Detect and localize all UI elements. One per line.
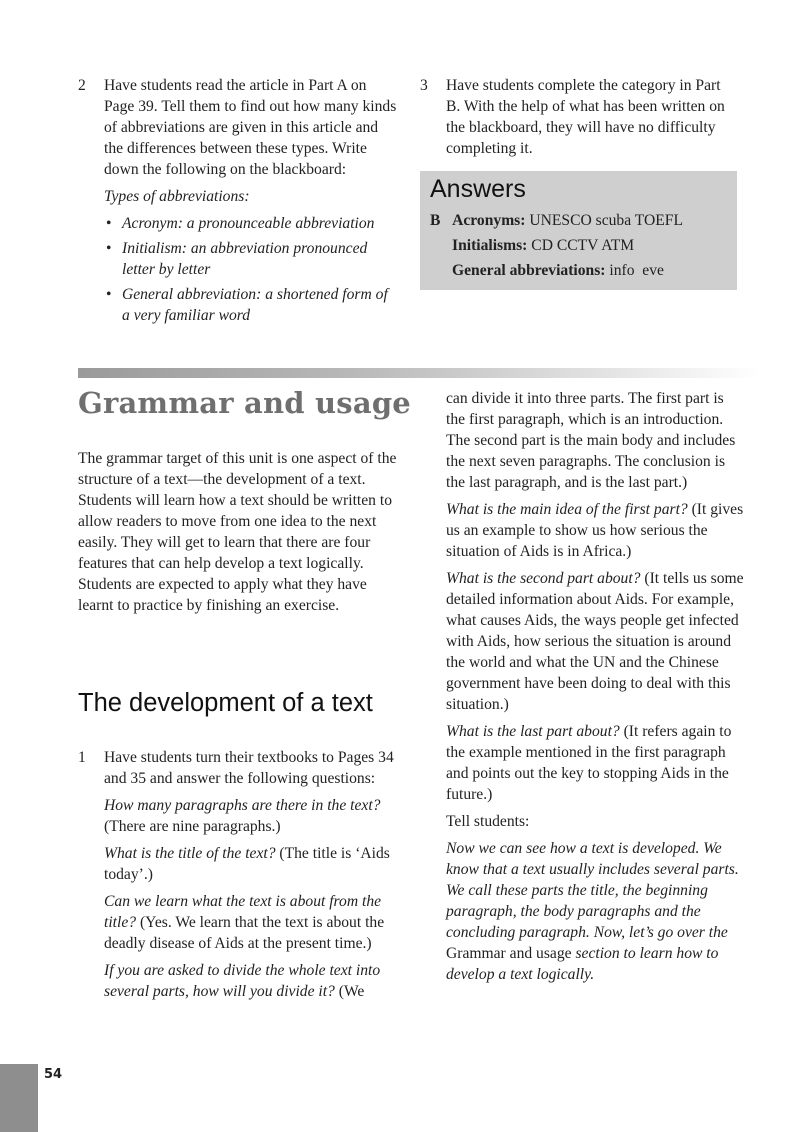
answers-box — [420, 171, 737, 290]
grammar-intro — [78, 448, 398, 616]
general-label: General abbreviations: — [452, 262, 606, 279]
answer-initialisms — [430, 233, 683, 258]
acronyms-value: UNESCO scuba TOEFL — [529, 212, 683, 229]
item-1-block — [78, 747, 396, 1002]
item-2 — [78, 75, 398, 330]
answer-acronyms — [430, 208, 683, 233]
answer-general — [430, 258, 683, 283]
item-number: 3 — [420, 77, 428, 94]
bullet-icon: • — [106, 286, 112, 303]
answer: (There are nine paragraphs.) — [104, 818, 281, 835]
answer: (Yes. We learn that the text is about the deadly disease of Aids at the present time.) — [104, 914, 385, 952]
bullet-icon: • — [106, 240, 112, 257]
question: How many paragraphs are there in the text? — [104, 797, 381, 814]
initialisms-label: Initialisms: — [452, 237, 528, 254]
item-2-block — [78, 75, 398, 326]
list-item: • General abbreviation: a shortened form of a very familiar word — [106, 286, 388, 324]
answer-letter: B — [430, 212, 441, 229]
development-heading: The development of a text — [78, 689, 373, 717]
question: If you are asked to divide the whole text into several parts, how will you divide it? — [104, 962, 381, 1000]
qa-item — [104, 843, 396, 885]
item-3 — [420, 75, 735, 159]
initialisms-value: CD CCTV ATM — [531, 237, 635, 254]
item-3-text: Have students complete the category in Part B. With the help of what has been written on the blackboard, they will have no difficulty completing it. — [446, 77, 725, 157]
answers-content — [430, 208, 683, 283]
question: What is the title of the text? — [104, 845, 276, 862]
answer: (We — [338, 983, 365, 1000]
page-tab — [0, 1064, 38, 1132]
abbreviation-types-list — [104, 213, 398, 326]
item-3-block — [420, 75, 735, 159]
right-column-continued — [446, 388, 746, 985]
grammar-intro-text: The grammar target of this unit is one aspect of the structure of a text—the development of a text. Students will learn how a text should be written to allow readers to move from one idea to the next easily. They will get to learn that there are four features that can help develop a text logically. Students are expected to apply what they have learnt to practice by finishing an exercise. — [78, 450, 397, 614]
answers-title: Answers — [430, 175, 526, 203]
general-value: info eve — [609, 262, 664, 279]
answer: (The title is ‘Aids today’.) — [104, 845, 390, 883]
item-number: 1 — [78, 749, 86, 766]
question: Can we learn what the text is about from the title? — [104, 893, 382, 931]
section-divider — [78, 368, 760, 378]
question: What is the main idea of the first part? — [446, 501, 688, 518]
item-2-text: Have students read the article in Part A on Page 39. Tell them to find out how many kinds of abbreviations are given in this article and the differences between these types. Write down the following on the blackboard: — [104, 77, 397, 178]
development-item-1 — [78, 747, 396, 1002]
qa-item — [446, 721, 746, 805]
qa-item — [104, 891, 396, 954]
qa-item — [446, 568, 746, 715]
answer: (It refers again to the example mentioned in the first paragraph and points out the key to stopping Aids in the future.) — [446, 723, 732, 803]
section-reference: Grammar and usage — [446, 945, 572, 962]
list-item: • Initialism: an abbreviation pronounced letter by letter — [106, 240, 368, 278]
continued-text: can divide it into three parts. The first part is the first paragraph, which is an introduction. The second part is the main body and includes the next seven paragraphs. The conclusion is the last paragraph, and is the last part.) — [446, 390, 736, 491]
item-1-text: Have students turn their textbooks to Pages 34 and 35 and answer the following questions: — [104, 749, 394, 787]
list-item: • Acronym: a pronounceable abbreviation — [106, 215, 375, 232]
acronyms-label: Acronyms: — [452, 212, 526, 229]
closing-paragraph: Now we can see how a text is developed. We know that a text usually includes several parts. We call these parts the title, the beginning paragraph, the body paragraphs and the concluding paragraph. Now, let’s go over the Grammar and usage section to learn how to develop a text logically. — [446, 840, 739, 983]
question: What is the last part about? — [446, 723, 620, 740]
grammar-heading: Grammar and usage — [78, 386, 411, 420]
question: What is the second part about? — [446, 570, 641, 587]
types-heading: Types of abbreviations: — [104, 188, 250, 205]
item-number: 2 — [78, 77, 86, 94]
answer: (It gives us an example to show us how serious the situation of Aids is in Africa.) — [446, 501, 744, 560]
bullet-icon: • — [106, 215, 112, 232]
qa-item — [104, 795, 396, 837]
tell-students: Tell students: — [446, 813, 530, 830]
qa-item — [104, 960, 396, 1002]
page-number: 54 — [44, 1067, 63, 1082]
answer: (It tells us some detailed information about Aids. For example, what causes Aids, the ways people get infected with Aids, how serious the situation is around the world and what the UN and the Chinese government have been doing to deal with this situation.) — [446, 570, 744, 713]
qa-item — [446, 499, 746, 562]
